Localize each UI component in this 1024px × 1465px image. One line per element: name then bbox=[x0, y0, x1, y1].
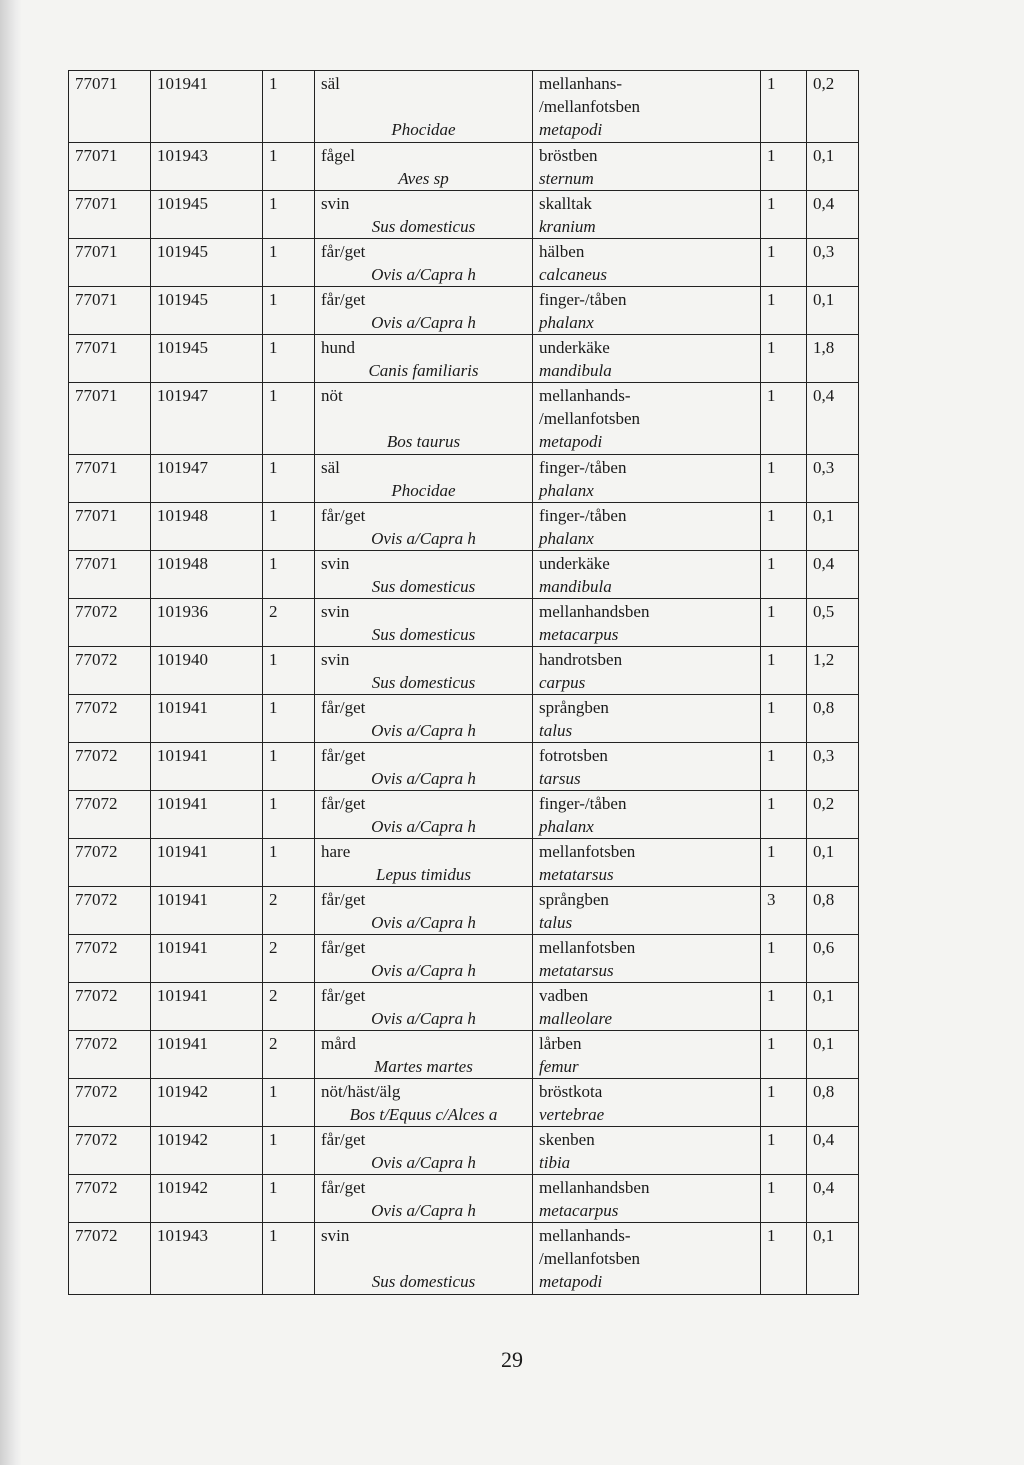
layer-number: 1 bbox=[263, 239, 315, 287]
weight: 0,1 bbox=[807, 143, 859, 191]
bone-part-latin: talus bbox=[539, 721, 573, 740]
context-number: 77072 bbox=[69, 695, 151, 743]
table-row bbox=[69, 983, 859, 1031]
bone-part-latin: phalanx bbox=[539, 817, 594, 836]
taxon-cell bbox=[315, 1127, 533, 1175]
context-number: 77071 bbox=[69, 335, 151, 383]
bone-part-swedish: hälben bbox=[539, 242, 585, 261]
find-number: 101936 bbox=[151, 599, 263, 647]
taxon-cell bbox=[315, 191, 533, 239]
table-row bbox=[69, 839, 859, 887]
bone-part-swedish: skalltak bbox=[539, 194, 592, 213]
table-row bbox=[69, 1223, 859, 1295]
bone-part-latin: metapodi bbox=[539, 1272, 603, 1291]
taxon-swedish: får/get bbox=[321, 1178, 366, 1197]
taxon-cell bbox=[315, 335, 533, 383]
context-number: 77072 bbox=[69, 1175, 151, 1223]
find-number: 101942 bbox=[151, 1175, 263, 1223]
taxon-cell bbox=[315, 647, 533, 695]
layer-number: 1 bbox=[263, 1127, 315, 1175]
table-row bbox=[69, 1079, 859, 1127]
weight: 0,4 bbox=[807, 191, 859, 239]
taxon-cell bbox=[315, 1223, 533, 1295]
fragment-count: 1 bbox=[761, 935, 807, 983]
context-number: 77072 bbox=[69, 1079, 151, 1127]
layer-number: 2 bbox=[263, 1031, 315, 1079]
find-number: 101941 bbox=[151, 839, 263, 887]
layer-number: 1 bbox=[263, 695, 315, 743]
bone-part-latin: kranium bbox=[539, 217, 596, 236]
bone-part-latin: talus bbox=[539, 913, 573, 932]
taxon-scientific: Ovis a/Capra h bbox=[371, 817, 476, 836]
bone-part-swedish: finger-/tåben bbox=[539, 458, 627, 477]
table-row bbox=[69, 191, 859, 239]
layer-number: 1 bbox=[263, 191, 315, 239]
taxon-cell bbox=[315, 383, 533, 455]
taxon-swedish: hare bbox=[321, 842, 351, 861]
context-number: 77072 bbox=[69, 647, 151, 695]
bone-part-swedish: lårben bbox=[539, 1034, 582, 1053]
page-number: 29 bbox=[501, 1347, 523, 1372]
layer-number: 1 bbox=[263, 839, 315, 887]
fragment-count: 1 bbox=[761, 647, 807, 695]
bone-part-latin: tibia bbox=[539, 1153, 571, 1172]
fragment-count: 1 bbox=[761, 71, 807, 143]
layer-number: 1 bbox=[263, 1223, 315, 1295]
bone-part-swedish: bröstkota bbox=[539, 1082, 603, 1101]
find-number: 101945 bbox=[151, 239, 263, 287]
find-number: 101941 bbox=[151, 695, 263, 743]
taxon-swedish: får/get bbox=[321, 938, 366, 957]
weight: 0,5 bbox=[807, 599, 859, 647]
weight: 0,1 bbox=[807, 287, 859, 335]
context-number: 77072 bbox=[69, 887, 151, 935]
table-body bbox=[69, 71, 859, 1295]
taxon-cell bbox=[315, 1031, 533, 1079]
bone-part-latin: metacarpus bbox=[539, 625, 619, 644]
taxon-swedish: säl bbox=[321, 458, 340, 477]
bone-part-cell bbox=[533, 935, 761, 983]
taxon-swedish: svin bbox=[321, 1226, 350, 1245]
table-row bbox=[69, 695, 859, 743]
bone-part-latin: metacarpus bbox=[539, 1201, 619, 1220]
weight: 0,8 bbox=[807, 695, 859, 743]
layer-number: 1 bbox=[263, 1175, 315, 1223]
find-number: 101941 bbox=[151, 935, 263, 983]
taxon-cell bbox=[315, 143, 533, 191]
table-row bbox=[69, 743, 859, 791]
taxon-swedish: svin bbox=[321, 602, 350, 621]
context-number: 77072 bbox=[69, 839, 151, 887]
bone-part-cell bbox=[533, 599, 761, 647]
fragment-count: 1 bbox=[761, 383, 807, 455]
fragment-count: 1 bbox=[761, 335, 807, 383]
layer-number: 1 bbox=[263, 335, 315, 383]
bone-part-swedish: bröstben bbox=[539, 146, 598, 165]
taxon-cell bbox=[315, 503, 533, 551]
table-row bbox=[69, 71, 859, 143]
layer-number: 1 bbox=[263, 743, 315, 791]
fragment-count: 1 bbox=[761, 1223, 807, 1295]
bone-part-cell bbox=[533, 1031, 761, 1079]
bone-part-latin: phalanx bbox=[539, 481, 594, 500]
bone-part-swedish: skenben bbox=[539, 1130, 595, 1149]
layer-number: 2 bbox=[263, 887, 315, 935]
taxon-swedish: mård bbox=[321, 1034, 356, 1053]
find-number: 101945 bbox=[151, 335, 263, 383]
bone-part-latin: phalanx bbox=[539, 529, 594, 548]
taxon-swedish: nöt/häst/älg bbox=[321, 1082, 401, 1101]
fragment-count: 1 bbox=[761, 1175, 807, 1223]
taxon-cell bbox=[315, 1175, 533, 1223]
fragment-count: 1 bbox=[761, 455, 807, 503]
taxon-cell bbox=[315, 935, 533, 983]
table-row bbox=[69, 335, 859, 383]
weight: 0,1 bbox=[807, 983, 859, 1031]
weight: 0,3 bbox=[807, 455, 859, 503]
bone-part-cell bbox=[533, 743, 761, 791]
bone-part-swedish: finger-/tåben bbox=[539, 794, 627, 813]
taxon-scientific: Sus domesticus bbox=[371, 625, 476, 644]
weight: 0,3 bbox=[807, 239, 859, 287]
taxon-cell bbox=[315, 743, 533, 791]
taxon-scientific: Ovis a/Capra h bbox=[371, 1009, 476, 1028]
taxon-scientific: Martes martes bbox=[374, 1057, 473, 1076]
bone-part-latin: metatarsus bbox=[539, 865, 614, 884]
layer-number: 2 bbox=[263, 983, 315, 1031]
taxon-cell bbox=[315, 839, 533, 887]
taxon-scientific: Sus domesticus bbox=[371, 1272, 476, 1291]
taxon-scientific: Sus domesticus bbox=[371, 577, 476, 596]
taxon-swedish: svin bbox=[321, 554, 350, 573]
bone-part-cell bbox=[533, 1175, 761, 1223]
bone-part-swedish: språngben bbox=[539, 890, 609, 909]
fragment-count: 1 bbox=[761, 503, 807, 551]
weight: 0,1 bbox=[807, 1223, 859, 1295]
taxon-cell bbox=[315, 791, 533, 839]
taxon-cell bbox=[315, 239, 533, 287]
fragment-count: 1 bbox=[761, 143, 807, 191]
fragment-count: 3 bbox=[761, 887, 807, 935]
bone-part-latin: sternum bbox=[539, 169, 594, 188]
bone-part-swedish: mellanhands- /mellanfotsben bbox=[539, 1226, 641, 1268]
fragment-count: 1 bbox=[761, 551, 807, 599]
bone-part-cell bbox=[533, 983, 761, 1031]
taxon-swedish: svin bbox=[321, 650, 350, 669]
layer-number: 2 bbox=[263, 599, 315, 647]
bone-part-cell bbox=[533, 287, 761, 335]
bone-part-swedish: underkäke bbox=[539, 554, 610, 573]
taxon-scientific: Lepus timidus bbox=[376, 865, 471, 884]
fragment-count: 1 bbox=[761, 239, 807, 287]
bone-part-cell bbox=[533, 695, 761, 743]
bone-part-cell bbox=[533, 143, 761, 191]
find-number: 101945 bbox=[151, 191, 263, 239]
context-number: 77071 bbox=[69, 287, 151, 335]
weight: 1,8 bbox=[807, 335, 859, 383]
bone-finds-table bbox=[68, 70, 859, 1295]
context-number: 77071 bbox=[69, 383, 151, 455]
taxon-scientific: Canis familiaris bbox=[368, 361, 479, 380]
layer-number: 1 bbox=[263, 455, 315, 503]
taxon-scientific: Ovis a/Capra h bbox=[371, 1201, 476, 1220]
bone-part-swedish: handrotsben bbox=[539, 650, 623, 669]
bone-part-swedish: finger-/tåben bbox=[539, 290, 627, 309]
taxon-cell bbox=[315, 695, 533, 743]
bone-part-cell bbox=[533, 71, 761, 143]
taxon-scientific: Ovis a/Capra h bbox=[371, 529, 476, 548]
context-number: 77072 bbox=[69, 1223, 151, 1295]
bone-part-cell bbox=[533, 191, 761, 239]
find-number: 101942 bbox=[151, 1079, 263, 1127]
taxon-scientific: Ovis a/Capra h bbox=[371, 721, 476, 740]
find-number: 101941 bbox=[151, 71, 263, 143]
taxon-cell bbox=[315, 455, 533, 503]
layer-number: 1 bbox=[263, 551, 315, 599]
find-number: 101941 bbox=[151, 791, 263, 839]
bone-part-cell bbox=[533, 791, 761, 839]
bone-part-cell bbox=[533, 1079, 761, 1127]
bone-part-swedish: mellanhandsben bbox=[539, 1178, 650, 1197]
bone-part-latin: mandibula bbox=[539, 361, 612, 380]
bone-part-swedish: mellanhandsben bbox=[539, 602, 650, 621]
context-number: 77072 bbox=[69, 599, 151, 647]
taxon-scientific: Ovis a/Capra h bbox=[371, 313, 476, 332]
context-number: 77071 bbox=[69, 455, 151, 503]
table-row bbox=[69, 503, 859, 551]
taxon-cell bbox=[315, 71, 533, 143]
bone-part-cell bbox=[533, 503, 761, 551]
taxon-scientific: Phocidae bbox=[391, 481, 456, 500]
bone-part-swedish: finger-/tåben bbox=[539, 506, 627, 525]
taxon-swedish: nöt bbox=[321, 386, 343, 405]
find-number: 101947 bbox=[151, 383, 263, 455]
weight: 0,8 bbox=[807, 887, 859, 935]
bone-part-cell bbox=[533, 1127, 761, 1175]
table-row bbox=[69, 1175, 859, 1223]
bone-part-cell bbox=[533, 455, 761, 503]
taxon-swedish: får/get bbox=[321, 746, 366, 765]
weight: 0,3 bbox=[807, 743, 859, 791]
taxon-scientific: Sus domesticus bbox=[371, 673, 476, 692]
context-number: 77072 bbox=[69, 743, 151, 791]
bone-part-swedish: vadben bbox=[539, 986, 589, 1005]
fragment-count: 1 bbox=[761, 1127, 807, 1175]
context-number: 77071 bbox=[69, 191, 151, 239]
bone-part-cell bbox=[533, 647, 761, 695]
find-number: 101947 bbox=[151, 455, 263, 503]
find-number: 101940 bbox=[151, 647, 263, 695]
context-number: 77072 bbox=[69, 1031, 151, 1079]
fragment-count: 1 bbox=[761, 191, 807, 239]
bone-part-cell bbox=[533, 1223, 761, 1295]
fragment-count: 1 bbox=[761, 695, 807, 743]
table-row bbox=[69, 455, 859, 503]
weight: 1,2 bbox=[807, 647, 859, 695]
weight: 0,8 bbox=[807, 1079, 859, 1127]
bone-part-latin: carpus bbox=[539, 673, 586, 692]
table-row bbox=[69, 551, 859, 599]
fragment-count: 1 bbox=[761, 983, 807, 1031]
taxon-scientific: Phocidae bbox=[391, 120, 456, 139]
table-row bbox=[69, 935, 859, 983]
layer-number: 1 bbox=[263, 1079, 315, 1127]
taxon-swedish: fågel bbox=[321, 146, 355, 165]
taxon-scientific: Ovis a/Capra h bbox=[371, 961, 476, 980]
taxon-swedish: får/get bbox=[321, 1130, 366, 1149]
weight: 0,4 bbox=[807, 1127, 859, 1175]
fragment-count: 1 bbox=[761, 791, 807, 839]
table-row bbox=[69, 143, 859, 191]
layer-number: 1 bbox=[263, 383, 315, 455]
find-number: 101948 bbox=[151, 551, 263, 599]
taxon-scientific: Ovis a/Capra h bbox=[371, 769, 476, 788]
table-row bbox=[69, 1127, 859, 1175]
bone-part-latin: vertebrae bbox=[539, 1105, 605, 1124]
context-number: 77071 bbox=[69, 239, 151, 287]
context-number: 77072 bbox=[69, 983, 151, 1031]
weight: 0,6 bbox=[807, 935, 859, 983]
taxon-cell bbox=[315, 599, 533, 647]
bone-part-latin: metatarsus bbox=[539, 961, 614, 980]
find-number: 101941 bbox=[151, 743, 263, 791]
table-row bbox=[69, 887, 859, 935]
fragment-count: 1 bbox=[761, 743, 807, 791]
table-row bbox=[69, 647, 859, 695]
find-number: 101942 bbox=[151, 1127, 263, 1175]
find-number: 101941 bbox=[151, 983, 263, 1031]
taxon-scientific: Ovis a/Capra h bbox=[371, 265, 476, 284]
taxon-swedish: får/get bbox=[321, 890, 366, 909]
context-number: 77072 bbox=[69, 1127, 151, 1175]
bone-part-latin: malleolare bbox=[539, 1009, 613, 1028]
bone-part-cell bbox=[533, 887, 761, 935]
context-number: 77072 bbox=[69, 791, 151, 839]
weight: 0,2 bbox=[807, 791, 859, 839]
bone-part-latin: phalanx bbox=[539, 313, 594, 332]
bone-part-cell bbox=[533, 239, 761, 287]
taxon-scientific: Bos taurus bbox=[386, 432, 461, 451]
taxon-cell bbox=[315, 287, 533, 335]
table-row bbox=[69, 239, 859, 287]
bone-part-latin: femur bbox=[539, 1057, 579, 1076]
taxon-swedish: svin bbox=[321, 194, 350, 213]
weight: 0,1 bbox=[807, 1031, 859, 1079]
fragment-count: 1 bbox=[761, 599, 807, 647]
context-number: 77072 bbox=[69, 935, 151, 983]
taxon-swedish: får/get bbox=[321, 794, 366, 813]
context-number: 77071 bbox=[69, 143, 151, 191]
bone-part-swedish: mellanhands- /mellanfotsben bbox=[539, 386, 641, 428]
taxon-scientific: Aves sp bbox=[398, 169, 449, 188]
page-left-shadow bbox=[0, 0, 22, 1465]
find-number: 101943 bbox=[151, 143, 263, 191]
layer-number: 2 bbox=[263, 935, 315, 983]
weight: 0,4 bbox=[807, 383, 859, 455]
bone-part-latin: metapodi bbox=[539, 120, 603, 139]
find-number: 101948 bbox=[151, 503, 263, 551]
taxon-scientific: Ovis a/Capra h bbox=[371, 913, 476, 932]
layer-number: 1 bbox=[263, 71, 315, 143]
taxon-swedish: säl bbox=[321, 74, 340, 93]
bone-part-cell bbox=[533, 551, 761, 599]
table-row bbox=[69, 599, 859, 647]
fragment-count: 1 bbox=[761, 1031, 807, 1079]
fragment-count: 1 bbox=[761, 287, 807, 335]
context-number: 77071 bbox=[69, 71, 151, 143]
bone-part-cell bbox=[533, 335, 761, 383]
taxon-cell bbox=[315, 983, 533, 1031]
taxon-swedish: får/get bbox=[321, 986, 366, 1005]
weight: 0,2 bbox=[807, 71, 859, 143]
bone-part-cell bbox=[533, 383, 761, 455]
find-number: 101943 bbox=[151, 1223, 263, 1295]
taxon-scientific: Sus domesticus bbox=[371, 217, 476, 236]
table-row bbox=[69, 383, 859, 455]
bone-part-swedish: mellanfotsben bbox=[539, 842, 636, 861]
bone-part-swedish: fotrotsben bbox=[539, 746, 608, 765]
taxon-swedish: får/get bbox=[321, 290, 366, 309]
bone-part-latin: tarsus bbox=[539, 769, 581, 788]
bone-part-swedish: mellanhans- /mellanfotsben bbox=[539, 74, 641, 116]
fragment-count: 1 bbox=[761, 1079, 807, 1127]
taxon-swedish: får/get bbox=[321, 698, 366, 717]
weight: 0,1 bbox=[807, 503, 859, 551]
layer-number: 1 bbox=[263, 647, 315, 695]
layer-number: 1 bbox=[263, 287, 315, 335]
bone-part-latin: calcaneus bbox=[539, 265, 607, 284]
taxon-scientific: Ovis a/Capra h bbox=[371, 1153, 476, 1172]
bone-part-swedish: underkäke bbox=[539, 338, 610, 357]
taxon-swedish: hund bbox=[321, 338, 355, 357]
fragment-count: 1 bbox=[761, 839, 807, 887]
weight: 0,1 bbox=[807, 839, 859, 887]
table-row bbox=[69, 287, 859, 335]
taxon-scientific: Bos t/Equus c/Alces a bbox=[349, 1105, 498, 1124]
context-number: 77071 bbox=[69, 551, 151, 599]
taxon-cell bbox=[315, 551, 533, 599]
weight: 0,4 bbox=[807, 551, 859, 599]
bone-part-latin: mandibula bbox=[539, 577, 612, 596]
layer-number: 1 bbox=[263, 791, 315, 839]
find-number: 101941 bbox=[151, 887, 263, 935]
taxon-cell bbox=[315, 887, 533, 935]
table-row bbox=[69, 791, 859, 839]
bone-part-swedish: språngben bbox=[539, 698, 609, 717]
bone-part-swedish: mellanfotsben bbox=[539, 938, 636, 957]
layer-number: 1 bbox=[263, 503, 315, 551]
find-number: 101941 bbox=[151, 1031, 263, 1079]
weight: 0,4 bbox=[807, 1175, 859, 1223]
layer-number: 1 bbox=[263, 143, 315, 191]
taxon-cell bbox=[315, 1079, 533, 1127]
bone-part-latin: metapodi bbox=[539, 432, 603, 451]
table-row bbox=[69, 1031, 859, 1079]
find-number: 101945 bbox=[151, 287, 263, 335]
taxon-swedish: får/get bbox=[321, 242, 366, 261]
context-number: 77071 bbox=[69, 503, 151, 551]
bone-part-cell bbox=[533, 839, 761, 887]
taxon-swedish: får/get bbox=[321, 506, 366, 525]
